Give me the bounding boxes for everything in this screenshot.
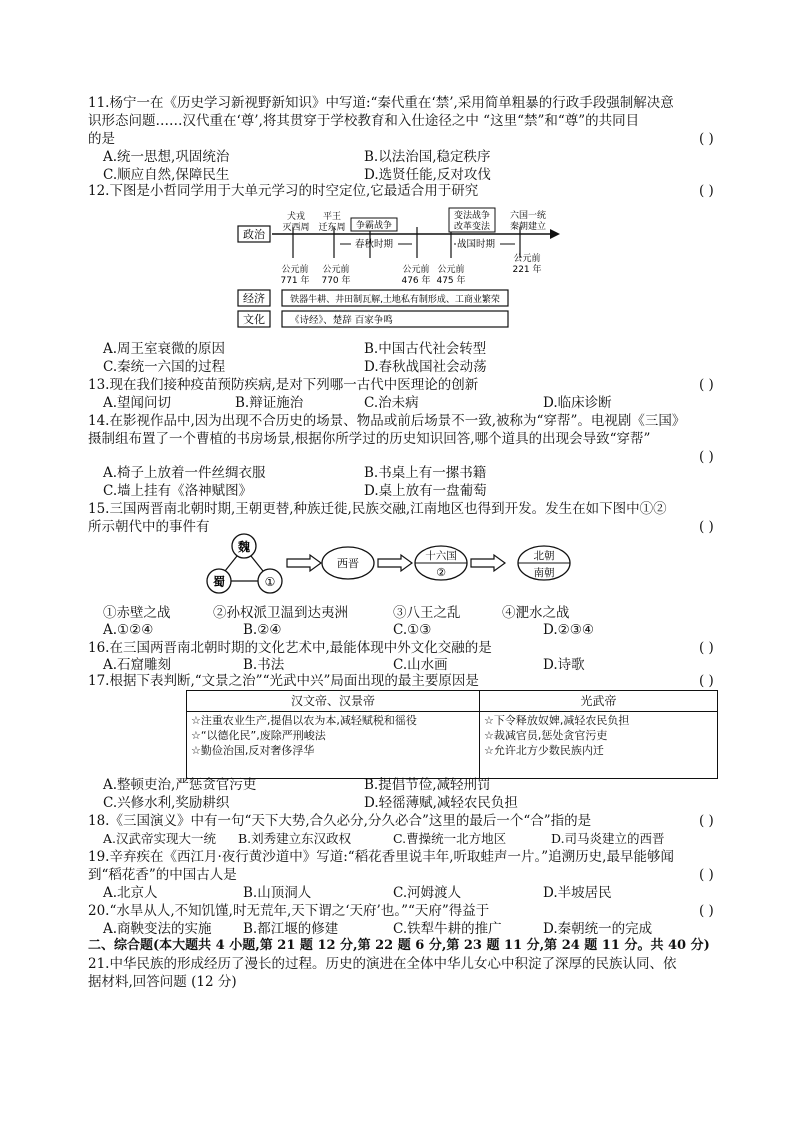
q12-answer-paren: ( ) [699,183,714,199]
q16-option-c: C.山水画 [393,657,448,673]
q17-answer-paren: ( ) [699,673,714,689]
q15-option-a: A.①②④ [103,622,154,638]
q21-line-1: 21.中华民族的形成经历了漫长的过程。历史的演进在全体中华儿女心中积淀了深厚的民族认同、依 [88,956,677,972]
q16-option-d: D.诗歌 [543,657,585,673]
triangle-edge-1 [225,556,237,571]
dynasty-1-label: ① [264,575,276,589]
arrow-3 [471,555,505,571]
event-3: 争霸战争 [355,221,393,231]
date-475-line-1: 公元前 [437,265,465,275]
q15-event-3: ③八王之乱 [393,605,461,621]
event-5-line-1: 六国一统 [509,211,547,221]
q18-option-b: B.刘秀建立东汉政权 [238,831,352,846]
q15-event-2: ②孙权派卫温到达夷洲 [213,605,348,621]
q11-option-d: D.选贤任能,反对攻伐 [364,167,491,183]
q12-option-c: C.秦统一六国的过程 [103,359,226,375]
q20-option-a: A.商鞅变法的实施 [103,921,212,937]
dynasty-2-label: ② [436,566,446,579]
shu-label: 蜀 [212,575,226,589]
q17-table [186,690,718,779]
event-1-line-1: 犬戎 [286,212,306,222]
q13-option-c: C.治未病 [364,395,419,411]
event-2-line-2: 迁东周 [318,223,346,233]
arrow-1 [287,555,321,571]
q11-option-b: B.以法治国,稳定秩序 [364,149,491,165]
date-476-line-2: 476 年 [401,276,431,286]
date-770-line-2: 770 年 [321,276,351,286]
q12-option-a: A.周王室衰微的原因 [103,341,226,357]
q19-option-c: C.河姆渡人 [393,885,462,901]
table-header-guangwu: 光武帝 [580,694,617,708]
q17-option-c: C.兴修水利,奖励耕织 [103,795,230,811]
q17-option-b: B.提倡节俭,减轻刑罚 [364,777,491,793]
q18-option-c: C.曹操统一北方地区 [393,831,507,846]
table-cell-left [191,713,417,758]
q18-line-1: 18.《三国演义》中有一句“天下大势,合久必分,分久必合”这里的最后一个“合”指的是 [88,813,592,829]
date-771-line-1: 公元前 [281,265,309,275]
event-1-line-2: 灭西周 [282,223,310,233]
date-770-line-1: 公元前 [322,265,350,275]
q15-line-1: 15.三国两晋南北朝时期,王朝更替,种族迁徙,民族交融,江南地区也得到开发。发生在如下图中①② [88,501,667,517]
q15-option-b: B.②④ [243,622,282,638]
q16-option-b: B.书法 [243,657,285,673]
q17-line-1: 17.根据下表判断,“文景之治”“光武中兴”局面出现的最主要原因是 [88,673,479,689]
period-warring-states: 战国时期 [456,239,496,250]
guangwu-measure-3: ☆允许北方少数民族内迁 [484,744,604,757]
wen-jing-measure-2: ☆“以德化民”,废除严刑峻法 [191,729,326,742]
event-2-line-1: 平王 [322,212,342,222]
q15-option-c: C.①③ [393,622,432,638]
q16-answer-paren: ( ) [699,640,714,656]
q15-event-1: ①赤壁之战 [103,605,171,621]
q14-option-d: D.桌上放有一盘葡萄 [364,483,487,499]
q14-option-a: A.椅子上放着一件丝绸衣服 [103,465,266,481]
wei-label: 魏 [237,540,251,554]
western-jin-label: 西晋 [337,557,359,570]
event-5-line-2: 秦朝建立 [509,222,547,232]
table-header-wen-jing: 汉文帝、汉景帝 [290,694,375,708]
q20-option-c: C.铁犁牛耕的推广 [393,921,502,937]
q19-option-d: D.半坡居民 [543,885,612,901]
q14-option-c: C.墙上挂有《洛神赋图》 [103,483,253,499]
wen-jing-measure-1: ☆注重农业生产,提倡以农为本,减轻赋税和徭役 [191,714,417,727]
q13-option-d: D.临床诊断 [543,395,612,411]
q16-line-1: 16.在三国两晋南北朝时期的文化艺术中,最能体现中外文化交融的是 [88,640,492,656]
q12-option-b: B.中国古代社会转型 [364,341,487,357]
q17-option-d: D.轻徭薄赋,减轻农民负担 [364,795,518,811]
q19-line-1: 19.辛弃疾在《西江月·夜行黄沙道中》写道:“稻花香里说丰年,听取蛙声一片。”追溯历史,最早能够闻 [88,849,674,865]
q20-option-b: B.都江堰的修建 [243,921,339,937]
q11-line-3: 的是 [88,131,115,147]
timeline-arrow-head [550,229,560,239]
section-2-heading: 二、综合题(本大题共 4 小题,第 21 题 12 分,第 22 题 6 分,第 23 题 11 分,第 24 题 11 分。共 40 分) [88,938,710,953]
economy-label: 经济 [243,292,265,305]
q16-option-a: A.石窟雕刻 [103,657,172,673]
date-476-line-1: 公元前 [402,265,430,275]
date-475-line-2: 475 年 [436,276,466,286]
q14-line-1: 14.在影视作品中,因为出现不合历史的场景、物品或前后场景不一致,被称为“穿帮”。电视剧《三国》 [88,413,686,429]
q14-line-2: 摄制组布置了一个曹植的书房场景,根据你所学过的历史知识回答,哪个道具的出现会导致“穿帮” [88,431,651,447]
event-4-line-2: 改革变法 [453,222,491,232]
q19-answer-paren: ( ) [699,867,714,883]
q14-option-b: B.书桌上有一摞书籍 [364,465,487,481]
period-spring-autumn: 春秋时期 [354,239,394,250]
q13-answer-paren: ( ) [699,377,714,393]
date-221-line-1: 公元前 [513,254,541,264]
q20-line-1: 20.“水旱从人,不知饥馑,时无荒年,天下谓之‘天府’也。”“天府”得益于 [88,903,490,919]
culture-label: 文化 [243,313,265,326]
q15-event-4: ④淝水之战 [502,605,570,621]
q18-option-a: A.汉武帝实现大一统 [103,831,217,846]
q14-answer-paren: ( ) [699,449,714,465]
q20-answer-paren: ( ) [699,903,714,919]
table-header-divider [187,711,717,712]
q19-option-b: B.山顶洞人 [243,885,312,901]
q11-line-2: 识形态问题……汉代重在‘尊’,将其贯穿于学校教育和入仕途径之中 “这里“禁”和“尊”的共同目 [88,113,640,129]
q13-option-a: A.望闻问切 [103,395,172,411]
q17-option-a: A.整顿吏治,严惩贪官污吏 [103,777,257,793]
southern-dynasties-label: 南朝 [533,567,555,579]
q11-option-a: A.统一思想,巩固统治 [103,149,230,165]
q11-line-1: 11.杨宁一在《历史学习新视野新知识》中写道:“秦代重在‘禁’,采用简单粗暴的行政手段强制解决意 [88,95,674,111]
guangwu-measure-1: ☆下令释放奴婢,减轻农民负担 [484,714,630,727]
q18-option-d: D.司马炎建立的西晋 [551,831,665,846]
sixteen-kingdoms-label: 十六国 [425,550,457,562]
northern-dynasties-label: 北朝 [533,550,555,562]
q21-line-2: 据材料,回答问题 (12 分) [88,974,237,990]
q15-answer-paren: ( ) [699,519,714,535]
date-221-line-2: 221 年 [512,265,542,275]
arrow-2 [378,555,412,571]
q12-option-d: D.春秋战国社会动荡 [364,359,487,375]
q19-line-2: 到“稻花香”的中国古人是 [88,867,237,883]
q15-line-2: 所示朝代中的事件有 [88,519,210,535]
q11-option-c: C.顺应自然,保障民生 [103,167,230,183]
q13-option-b: B.辩证施治 [235,395,304,411]
q11-answer-paren: ( ) [699,131,714,147]
q13-line-1: 13.现在我们接种疫苗预防疾病,是对下列哪一古代中医理论的创新 [88,377,479,393]
wen-jing-measure-3: ☆勤俭治国,反对奢侈浮华 [191,744,315,757]
q18-answer-paren: ( ) [699,813,714,829]
economy-text: 铁器牛耕、井田制瓦解,土地私有制形成、工商业繁荣 [290,295,500,305]
event-4-line-1: 变法战争 [453,211,491,221]
politics-label: 政治 [243,228,265,241]
q15-option-d: D.②③④ [543,622,594,638]
q12-line-1: 12.下图是小哲同学用于大单元学习的时空定位,它最适合用于研究 [88,183,479,199]
date-771-line-2: 771 年 [280,276,310,286]
culture-text: 《诗经》、楚辞 百家争鸣 [290,315,393,326]
table-cell-right [484,713,629,758]
q19-option-a: A.北京人 [103,885,158,901]
guangwu-measure-2: ☆裁减官员,惩处贪官污吏 [484,729,608,742]
q20-option-d: D.秦朝统一的完成 [543,921,653,937]
triangle-edge-2 [251,556,263,571]
